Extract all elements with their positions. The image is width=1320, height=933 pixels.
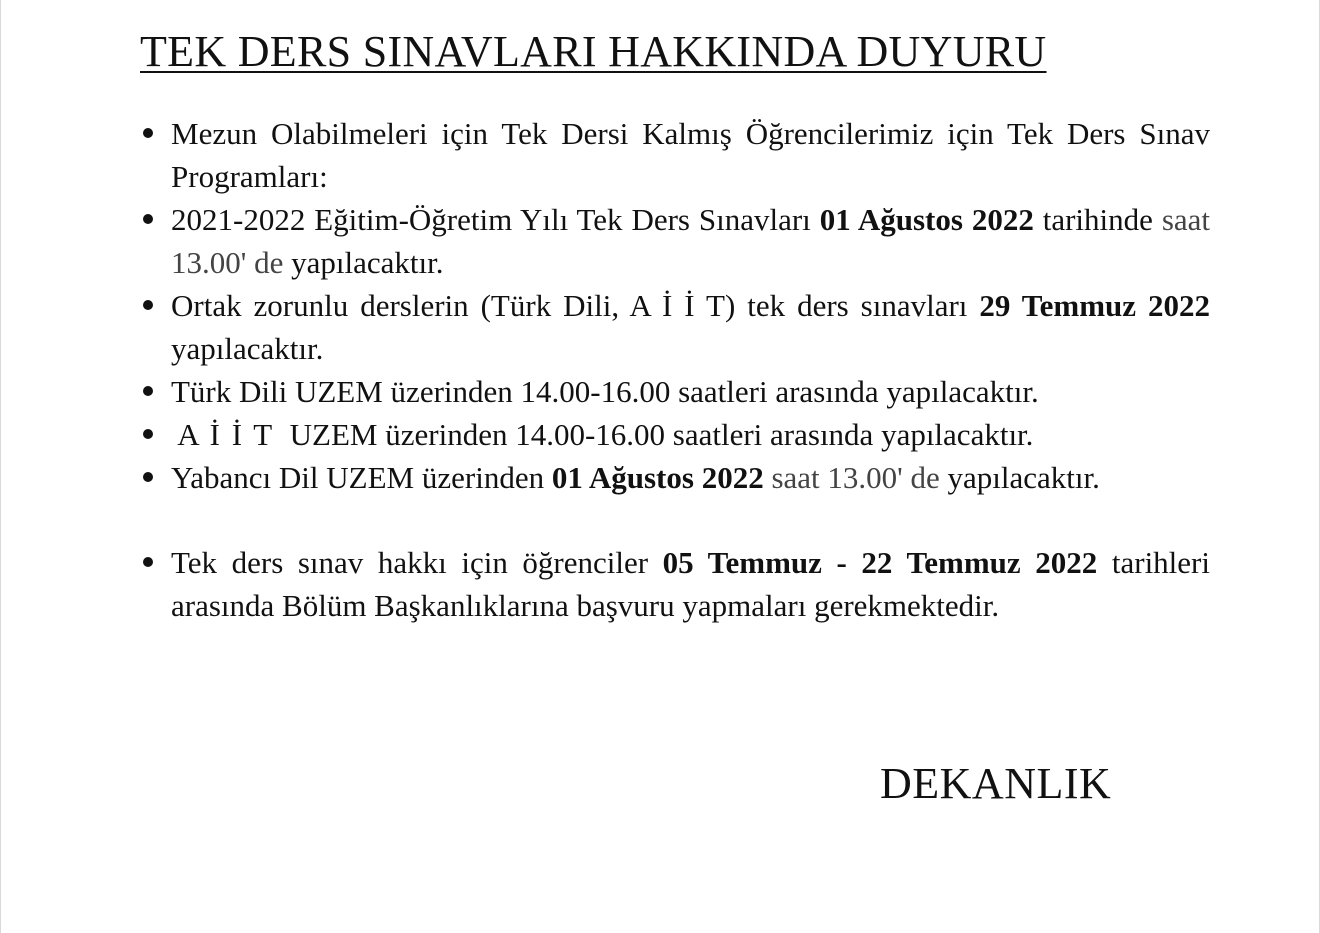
announcement-list — [140, 112, 1210, 627]
bullet-icon — [143, 472, 153, 482]
item-text: Ortak zorunlu derslerin (Türk Dili, A İ İ T) tek ders sınavları 29 Temmuz 2022 yapılacaktır. — [171, 288, 1210, 366]
application-period: 05 Temmuz - 22 Temmuz 2022 — [662, 545, 1098, 580]
list-item — [140, 413, 1210, 456]
item-text: Tek ders sınav hakkı için öğrenciler 05 Temmuz - 22 Temmuz 2022 tarihleri arasında Bölüm Başkanlıklarına başvuru yapmaları gerekmektedir. — [171, 545, 1210, 623]
bullet-icon — [143, 429, 153, 439]
item-text: Yabancı Dil UZEM üzerinden 01 Ağustos 2022 saat 13.00' de yapılacaktır. — [171, 460, 1100, 495]
list-item — [140, 370, 1210, 413]
exam-time: saat 13.00' de — [171, 202, 1211, 280]
list-item — [140, 112, 1210, 198]
exam-time: saat 13.00' de — [763, 460, 940, 495]
signature: DEKANLIK — [880, 759, 1112, 808]
page-title: TEK DERS SINAVLARI HAKKINDA DUYURU — [140, 27, 1047, 76]
list-item — [140, 198, 1210, 284]
exam-date: 01 Ağustos 2022 — [551, 460, 764, 495]
bullet-icon — [143, 386, 153, 396]
list-item — [140, 541, 1210, 627]
list-item — [140, 456, 1210, 499]
bullet-icon — [143, 300, 153, 310]
bullet-icon — [143, 214, 153, 224]
bullet-icon — [143, 557, 153, 567]
item-text: Türk Dili UZEM üzerinden 14.00-16.00 saatleri arasında yapılacaktır. — [171, 374, 1039, 409]
item-text: 2021-2022 Eğitim-Öğretim Yılı Tek Ders Sınavları 01 Ağustos 2022 tarihinde saat 13.00' de yapılacaktır. — [171, 202, 1211, 280]
exam-date: 01 Ağustos 2022 — [819, 202, 1034, 237]
exam-date: 29 Temmuz 2022 — [979, 288, 1210, 323]
ait-label: A İ İ T — [177, 417, 275, 452]
item-text: Mezun Olabilmeleri için Tek Dersi Kalmış Öğrencilerimiz için Tek Ders Sınav Programları: — [171, 116, 1210, 194]
list-item — [140, 284, 1210, 370]
item-text: A İ İ T UZEM üzerinden 14.00-16.00 saatleri arasında yapılacaktır. — [177, 417, 1034, 452]
bullet-icon — [143, 128, 153, 138]
